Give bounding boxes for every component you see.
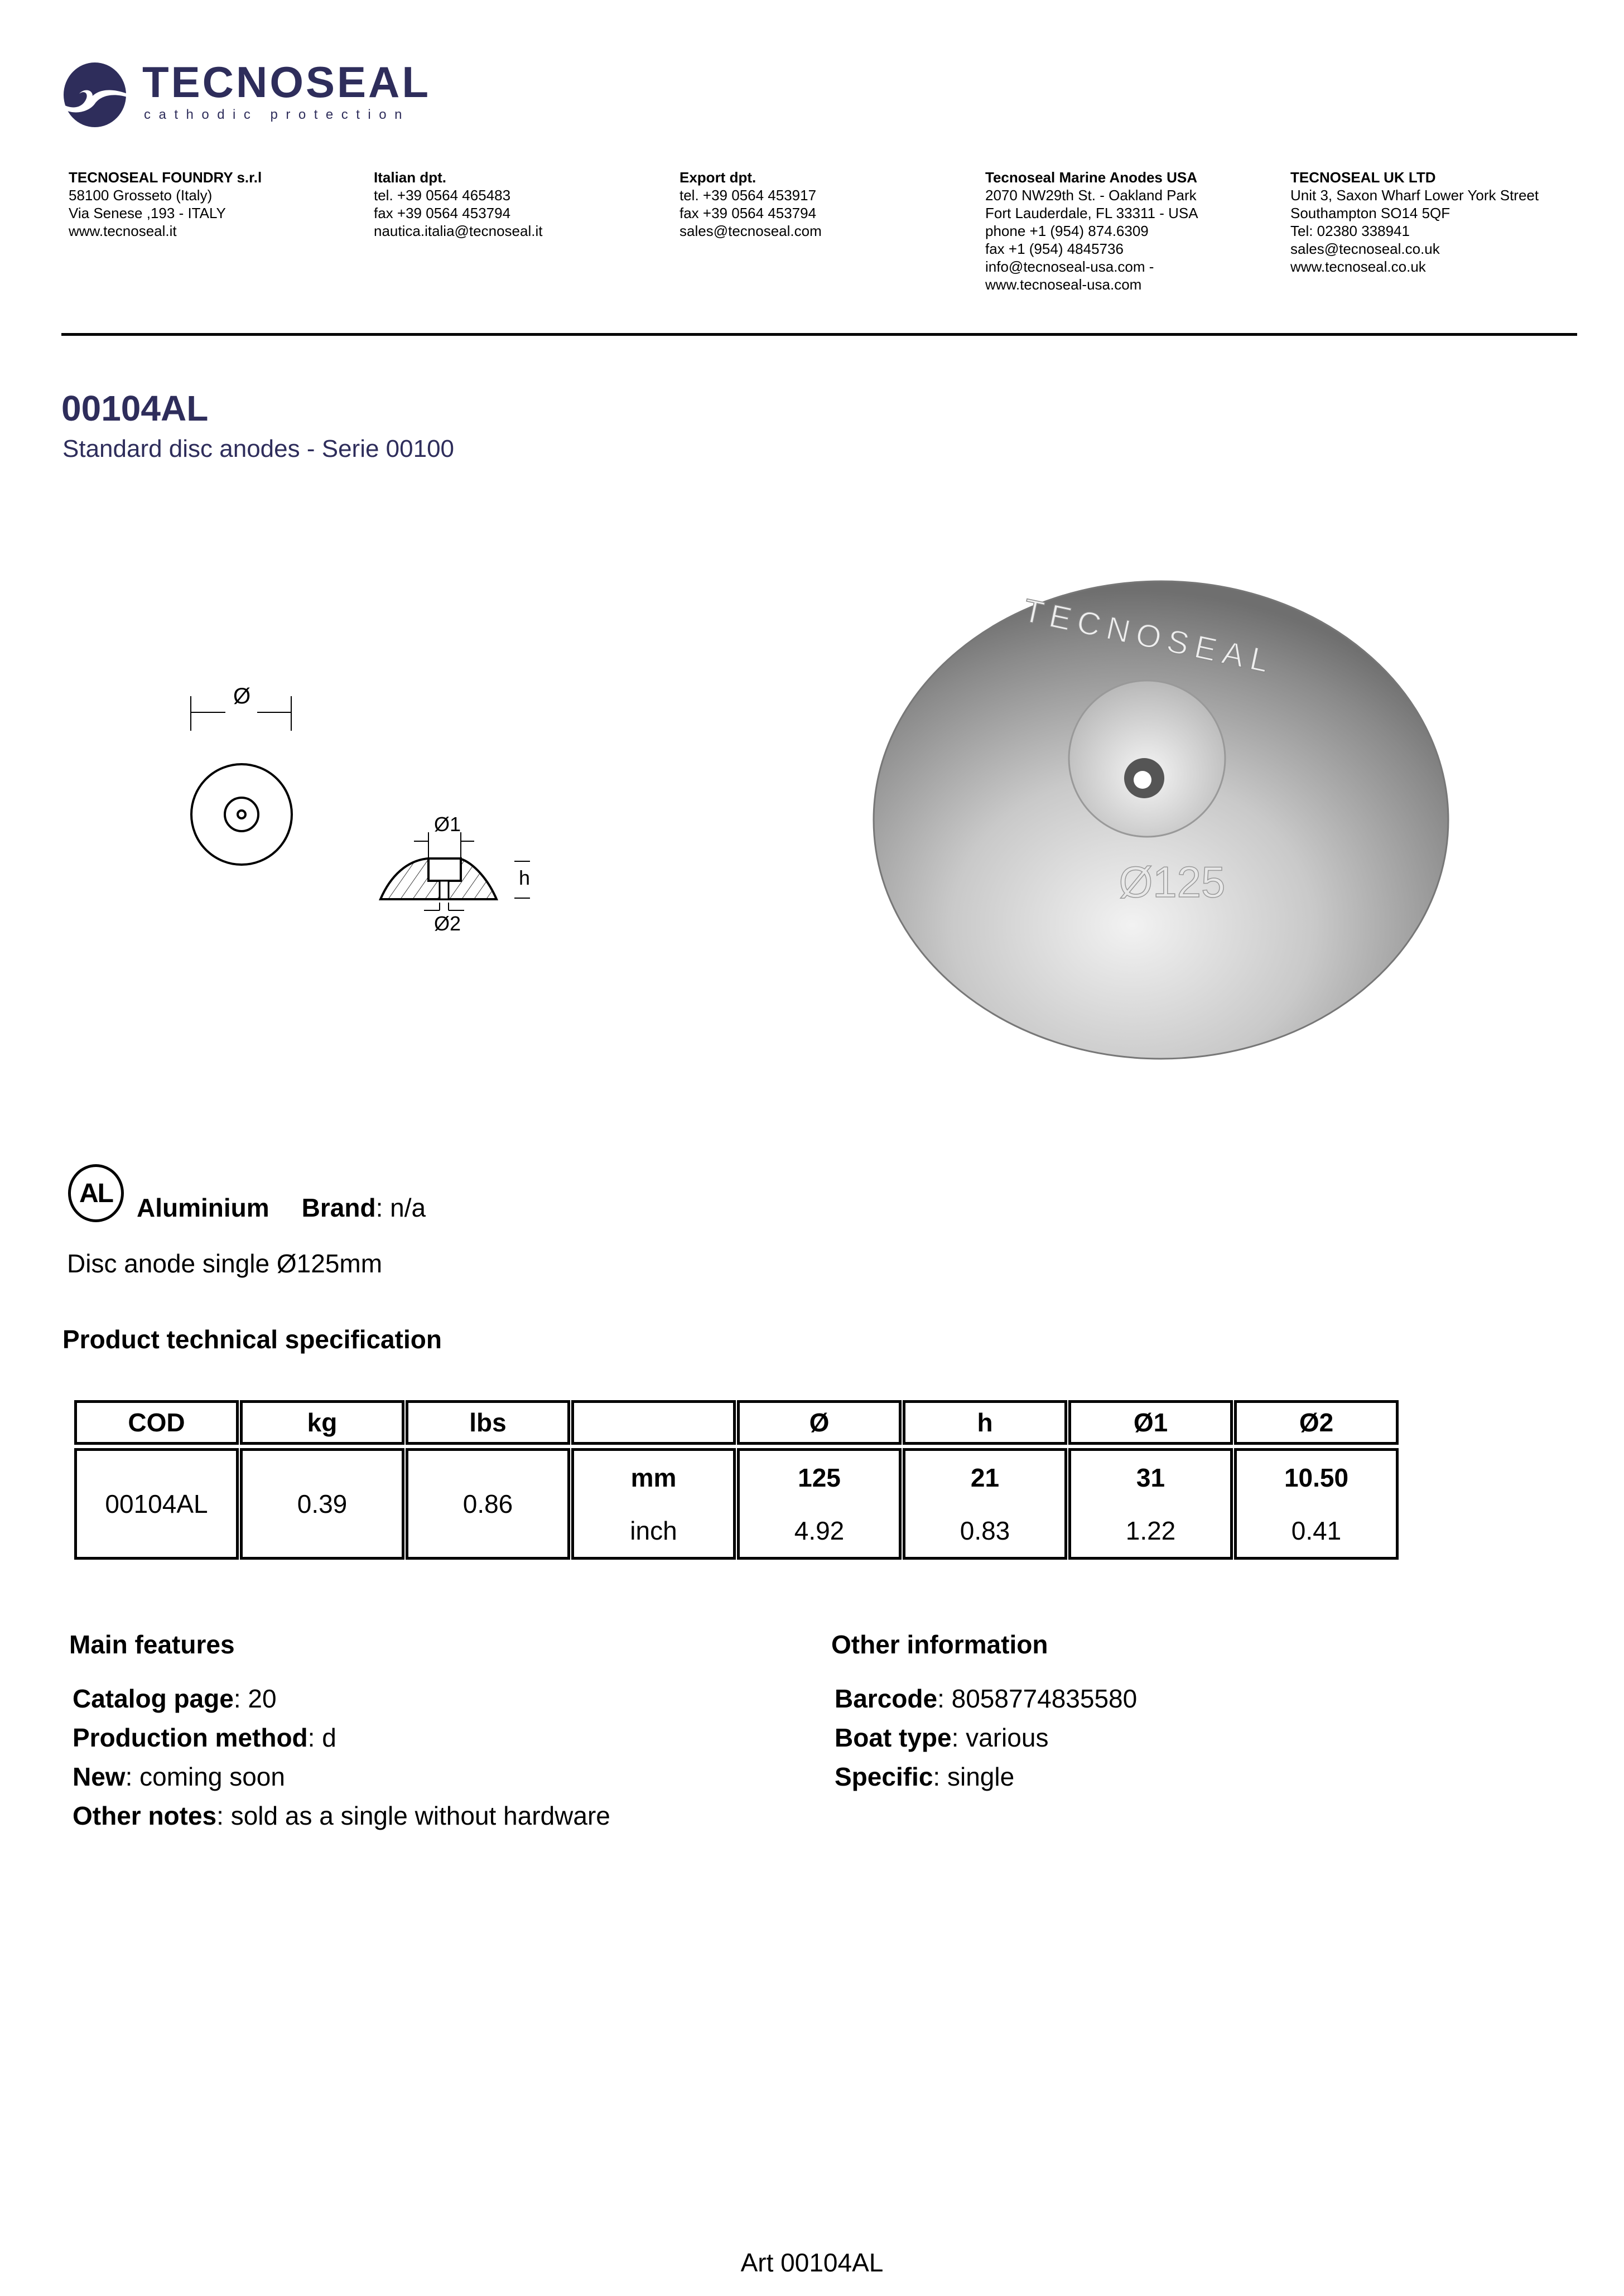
main-features-title: Main features [69, 1630, 235, 1659]
contact-export-dpt [680, 168, 822, 240]
disc-anode-photo-icon [868, 575, 1459, 1065]
contact-link[interactable]: www.tecnoseal.co.uk [1290, 258, 1426, 275]
feature-value: : d [307, 1723, 336, 1752]
col-header-cod: COD [74, 1400, 239, 1445]
product-subtitle: Standard disc anodes - Serie 00100 [62, 435, 455, 462]
col-header-lbs: lbs [406, 1400, 570, 1445]
brand-value: : n/a [375, 1193, 426, 1222]
product-photo [868, 575, 1459, 1065]
value-inch: 0.41 [1291, 1516, 1342, 1545]
feature-label: Production method [73, 1723, 308, 1752]
contact-line: Fort Lauderdale, FL 33311 - USA [985, 205, 1198, 221]
contact-line: Via Senese ,193 - ITALY [69, 205, 226, 221]
dim-h-label: h [519, 866, 531, 889]
info-boat-type [835, 1725, 1048, 1750]
aluminium-badge-icon: AL [68, 1164, 124, 1222]
photo-size-marking: Ø125 [1119, 857, 1226, 906]
value-inch: 0.83 [960, 1516, 1010, 1545]
col-header-diameter: Ø [737, 1400, 902, 1445]
brand-name: TECNOSEAL [142, 57, 431, 107]
tecnoseal-wave-icon [61, 61, 128, 128]
contact-line: 58100 Grosseto (Italy) [69, 187, 213, 204]
brand-tagline: cathodic protection [144, 107, 410, 122]
feature-value: : sold as a single without hardware [216, 1801, 610, 1830]
col-header-kg: kg [240, 1400, 404, 1445]
value-mm: 10.50 [1284, 1463, 1349, 1492]
contact-line: phone +1 (954) 874.6309 [985, 223, 1149, 239]
info-barcode [835, 1686, 1137, 1711]
footer-article-code: Art 00104AL [740, 2248, 884, 2277]
contact-usa [985, 168, 1198, 293]
value-mm: 21 [970, 1463, 1000, 1492]
contact-link[interactable]: www.tecnoseal.it [69, 223, 177, 239]
feature-value: : coming soon [125, 1762, 285, 1791]
cell-d2 [1234, 1448, 1399, 1560]
value-mm: 31 [1136, 1463, 1165, 1492]
feature-production-method [73, 1725, 336, 1750]
photo-logo-marking: TECNOSEAL [1020, 592, 1279, 681]
feature-label: New [73, 1762, 126, 1791]
contact-title: TECNOSEAL FOUNDRY s.r.l [69, 169, 262, 186]
info-value: : 8058774835580 [937, 1684, 1138, 1713]
unit-mm: mm [630, 1463, 677, 1492]
contact-line: Tel: 02380 338941 [1290, 223, 1410, 239]
dim-diameter-label: Ø [233, 684, 251, 708]
material-line [137, 1195, 426, 1221]
cell-kg: 0.39 [240, 1448, 404, 1560]
contact-title: Italian dpt. [374, 169, 446, 186]
col-header-d1: Ø1 [1068, 1400, 1233, 1445]
unit-inch: inch [630, 1516, 677, 1545]
contact-link[interactable]: www.tecnoseal-usa.com [985, 276, 1142, 293]
info-label: Boat type [835, 1723, 952, 1752]
contact-line: 2070 NW29th St. - Oakland Park [985, 187, 1197, 204]
feature-catalog-page [73, 1686, 277, 1711]
info-value: : various [951, 1723, 1049, 1752]
col-header-h: h [903, 1400, 1067, 1445]
contact-line: fax +1 (954) 4845736 [985, 240, 1124, 257]
contact-line: Southampton SO14 5QF [1290, 205, 1450, 221]
cell-units [571, 1448, 736, 1560]
contact-title: TECNOSEAL UK LTD [1290, 169, 1436, 186]
contact-email[interactable]: sales@tecnoseal.co.uk [1290, 240, 1440, 257]
info-value: : single [933, 1762, 1015, 1791]
col-header-unit [571, 1400, 736, 1445]
drawing-section-view [312, 814, 669, 943]
feature-label: Other notes [73, 1801, 217, 1830]
value-inch: 4.92 [794, 1516, 845, 1545]
contact-email[interactable]: nautica.italia@tecnoseal.it [374, 223, 543, 239]
cell-cod: 00104AL [74, 1448, 239, 1560]
cell-h [903, 1448, 1067, 1560]
dim-d2-label: Ø2 [434, 912, 461, 935]
contact-email[interactable]: sales@tecnoseal.com [680, 223, 822, 239]
col-header-d2: Ø2 [1234, 1400, 1399, 1445]
cell-d1 [1068, 1448, 1233, 1560]
value-inch: 1.22 [1125, 1516, 1176, 1545]
feature-other-notes [73, 1803, 610, 1829]
contact-email[interactable]: info@tecnoseal-usa.com - [985, 258, 1154, 275]
info-specific [835, 1764, 1014, 1789]
contact-line: Unit 3, Saxon Wharf Lower York Street [1290, 187, 1539, 204]
info-label: Barcode [835, 1684, 938, 1713]
contact-line: tel. +39 0564 465483 [374, 187, 511, 204]
spec-title: Product technical specification [62, 1325, 442, 1354]
other-info-title: Other information [831, 1630, 1048, 1659]
contact-title: Tecnoseal Marine Anodes USA [985, 169, 1197, 186]
product-description: Disc anode single Ø125mm [67, 1249, 383, 1278]
disc-section-icon [312, 814, 669, 943]
header-divider [61, 333, 1577, 336]
value-mm: 125 [798, 1463, 841, 1492]
feature-value: : 20 [233, 1684, 277, 1713]
feature-label: Catalog page [73, 1684, 234, 1713]
brand-label: Brand [301, 1193, 376, 1222]
brand-logo [61, 57, 431, 128]
feature-new [73, 1764, 285, 1789]
contact-line: tel. +39 0564 453917 [680, 187, 817, 204]
contact-title: Export dpt. [680, 169, 756, 186]
dim-d1-label: Ø1 [434, 813, 461, 836]
contact-italian-dpt [374, 168, 542, 240]
contact-foundry [69, 168, 262, 240]
product-code: 00104AL [61, 388, 209, 428]
material-name: Aluminium [137, 1193, 269, 1222]
contact-line: fax +39 0564 453794 [680, 205, 817, 221]
cell-diameter [737, 1448, 902, 1560]
cell-lbs: 0.86 [406, 1448, 570, 1560]
info-label: Specific [835, 1762, 933, 1791]
contact-uk [1290, 168, 1539, 276]
contact-line: fax +39 0564 453794 [374, 205, 511, 221]
